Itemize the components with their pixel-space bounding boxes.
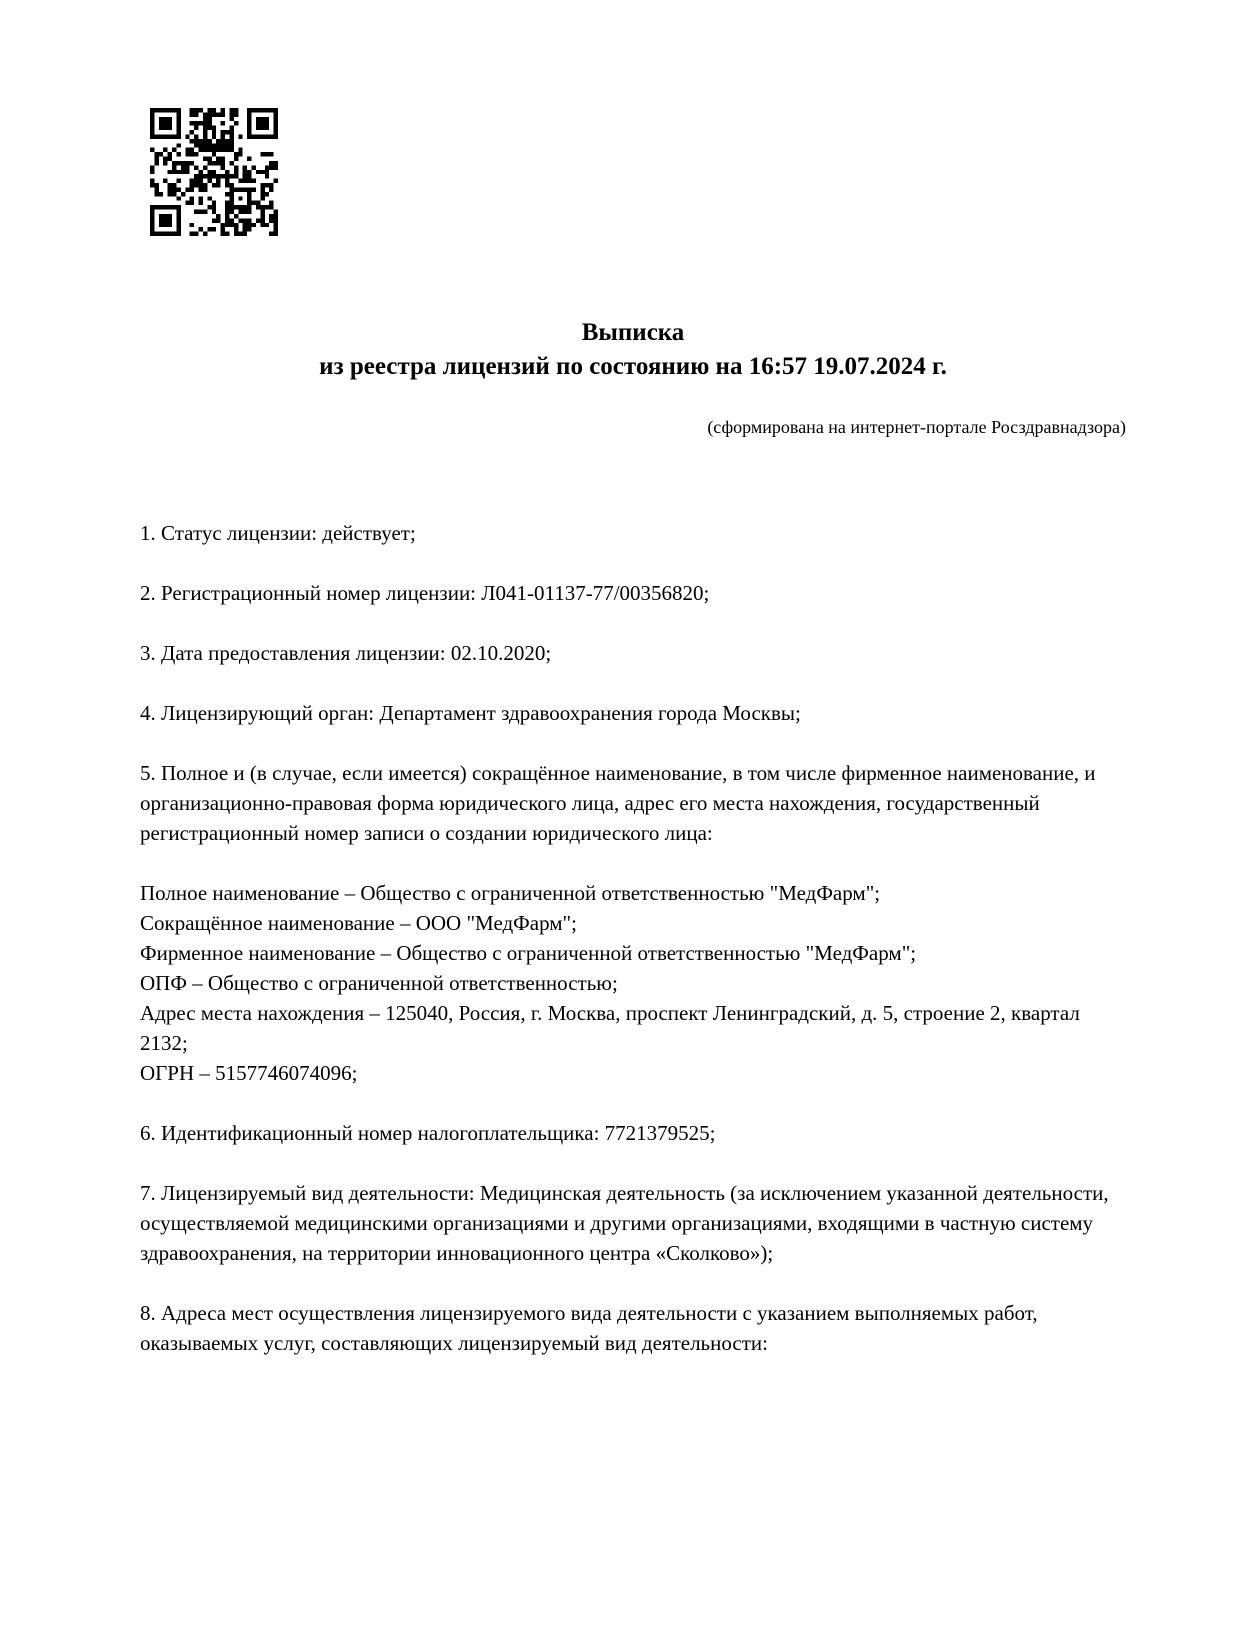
org-ogrn: ОГРН – 5157746074096; [140, 1061, 358, 1085]
paragraph-licensed-activity: 7. Лицензируемый вид деятельности: Медицинская деятельность (за исключением указанной деятельности, осуществляемой медицинскими организациями и другими организациями, входящими в частную систему здравоохранения, на территории инновационного центра «Сколково»); [140, 1181, 1109, 1265]
document-title [140, 316, 1126, 384]
org-legal-form: ОПФ – Общество с ограниченной ответственностью; [140, 971, 618, 995]
paragraph-registration-number: 2. Регистрационный номер лицензии: Л041-01137-77/00356820; [140, 581, 710, 605]
formation-note: (сформирована на интернет-портале Росздравнадзора) [707, 417, 1126, 437]
qr-code [150, 108, 278, 236]
document-title-line1: Выписка [581, 319, 685, 346]
document-body [140, 518, 1126, 1358]
org-details-block [140, 878, 1126, 1088]
paragraph-addresses-intro: 8. Адреса мест осуществления лицензируемого вида деятельности с указанием выполняемых работ, оказываемых услуг, составляющих лицензируемый вид деятельности: [140, 1301, 1038, 1355]
document-title-line2: из реестра лицензий по состоянию на 16:57 19.07.2024 г. [319, 353, 947, 380]
paragraph-license-status: 1. Статус лицензии: действует; [140, 521, 416, 545]
paragraph-inn: 6. Идентификационный номер налогоплательщика: 7721379525; [140, 1121, 716, 1145]
paragraph-grant-date: 3. Дата предоставления лицензии: 02.10.2020; [140, 641, 552, 665]
org-short-name: Сокращённое наименование – ООО "МедФарм"; [140, 911, 577, 935]
org-brand-name: Фирменное наименование – Общество с ограниченной ответственностью "МедФарм"; [140, 941, 917, 965]
document-content [140, 316, 1126, 1388]
paragraph-item5-intro: 5. Полное и (в случае, если имеется) сокращённое наименование, в том числе фирменное наименование, и организационно-правовая форма юридического лица, адрес его места нахождения, государственный регистрационный номер записи о создании юридического лица: [140, 761, 1096, 845]
org-address: Адрес места нахождения – 125040, Россия, г. Москва, проспект Ленинградский, д. 5, строение 2, квартал 2132; [140, 1001, 1080, 1055]
paragraph-licensing-authority: 4. Лицензирующий орган: Департамент здравоохранения города Москвы; [140, 701, 801, 725]
org-full-name: Полное наименование – Общество с ограниченной ответственностью "МедФарм"; [140, 881, 881, 905]
